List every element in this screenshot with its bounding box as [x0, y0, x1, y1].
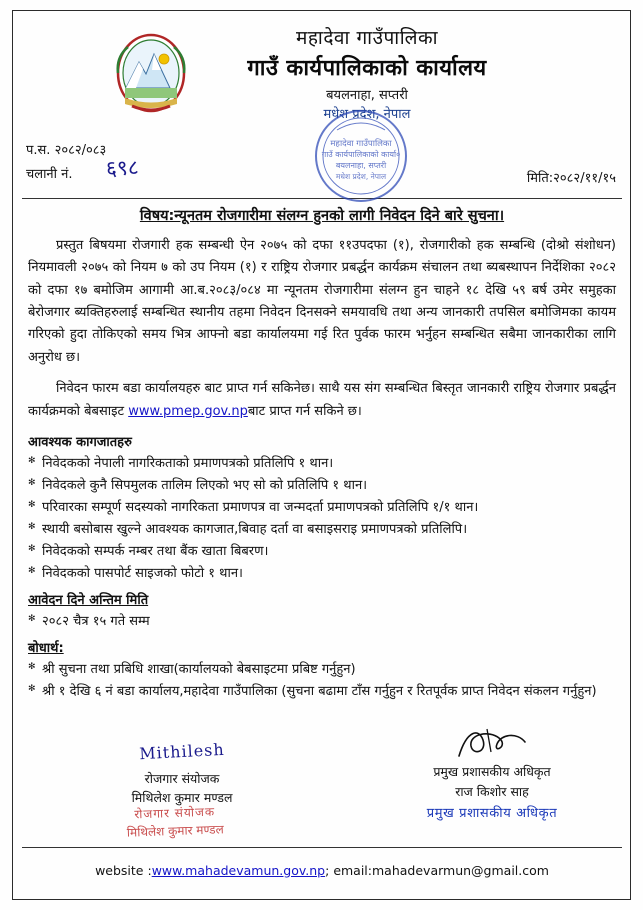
deadline-title: आवेदन दिने अन्तिम मिति [28, 593, 149, 609]
svg-text:मधेश प्रदेश, नेपाल: मधेश प्रदेश, नेपाल [335, 172, 387, 181]
cao-stamp: प्रमुख प्रशासकीय अधिकृत [426, 806, 558, 822]
svg-text:बयलनाहा, सप्तरी: बयलनाहा, सप्तरी [335, 161, 387, 170]
signatory-name-left: मिथिलेश कुमार मण्डल [131, 790, 233, 806]
website-link[interactable]: www.mahadevamun.gov.np [151, 863, 326, 878]
paragraph-2 [28, 378, 616, 423]
stamp-line-1: रोजगार संयोजक [134, 804, 216, 822]
signatory-title-right: प्रमुख प्रशासकीय अधिकृत [433, 764, 551, 780]
email-value: mahadevarmun@gmail.com [372, 863, 549, 878]
required-documents-title: आवश्यक कागजातहरु [28, 434, 132, 450]
patra-sankhya: प.स. २०८२/०८३ [26, 143, 107, 158]
note-list [22, 659, 622, 702]
reference-block [22, 140, 622, 196]
signature-area [22, 716, 622, 840]
date-label: मिति: [526, 171, 554, 186]
signature-right [382, 726, 602, 824]
list-item: ✻ स्थायी बसोबास खुल्ने आवश्यक कागजात,बिवाह दर्ता वा बसाइसराइ प्रमाणपत्रको प्रतिलिपि। [28, 519, 616, 540]
note-title: बोधार्थ: [28, 641, 64, 657]
list-item: ✻ २०८२ चैत्र १५ गते सम्म [28, 611, 616, 632]
stamp-line-2: मिथिलेश कुमार मण्डल [126, 822, 224, 840]
svg-text:गाउँ कार्यपालिकाको कार्या०: गाउँ कार्यपालिकाको कार्या० [321, 150, 401, 159]
employment-coordinator-stamp [79, 801, 270, 844]
chalani-label: चलानी नं. [26, 167, 73, 182]
chalani-number: ६९८ [105, 155, 140, 181]
handwritten-signature-icon [382, 726, 602, 760]
website-label: website : [95, 863, 152, 878]
handwritten-signature-icon: Mithilesh [138, 740, 226, 764]
footer-contact [22, 863, 622, 878]
nepal-municipality-emblem-icon [112, 32, 190, 114]
signatory-name-right: राज किशोर साह [455, 783, 529, 799]
org-line-3: बयलनाहा, सप्तरी [326, 88, 408, 103]
svg-text:महादेवा गाउँपालिका: महादेवा गाउँपालिका [330, 139, 392, 149]
list-item: ✻ निवेदकले कुनै सिपमुलक तालिम लिएको भए सो को प्रतिलिपि १ थान। [28, 475, 616, 496]
document-body [22, 235, 622, 423]
list-item: ✻ निवेदकको पासपोर्ट साइजको फोटो १ थान। [28, 563, 616, 584]
signatory-title-left: रोजगार संयोजक [144, 771, 220, 787]
list-item: ✻ श्री सुचना तथा प्रबिधि शाखा(कार्यालयको बेबसाइटमा प्रबिष्ट गर्नुहुन) [28, 659, 616, 680]
list-item: ✻ निवेदकको नेपाली नागरिकताको प्रमाणपत्रको प्रतिलिपि १ थान। [28, 453, 616, 474]
footer-divider [22, 847, 622, 848]
org-line-4: मधेश प्रदेश, नेपाल [323, 107, 411, 122]
subject-line: विषय:न्यूनतम रोजगारीमा संलग्न हुनको लागी निवेदन दिने बारे सुचना। [139, 208, 505, 224]
email-label: email: [333, 863, 372, 878]
org-line-1: महादेवा गाउँपालिका [295, 27, 439, 49]
document-date [527, 168, 616, 186]
required-documents-list [22, 453, 622, 584]
deadline-list [22, 611, 622, 632]
paragraph-2-part-a: निवेदन फारम बडा कार्यालयहरु बाट प्राप्त गर्न सकिनेछ। साथै यस संग सम्बन्धित बिस्तृत जानकारी राष्ट्रिय रोजगार प्रबर्द्धन कार्यक्रमको बेबसाइट [28, 381, 616, 419]
list-item: ✻ निवेदकको सम्पर्क नम्बर तथा बैंक खाता बिबरण। [28, 541, 616, 562]
date-value: २०८२/११/१५ [553, 171, 616, 186]
signature-left [82, 740, 282, 808]
list-item: ✻ परिवारका सम्पूर्ण सदस्यको नागरिकता प्रमाणपत्र वा जन्मदर्ता प्रमाणपत्रको प्रतिलिपि १/१ थान। [28, 497, 616, 518]
paragraph-1: प्रस्तुत बिषयमा रोजगारी हक सम्बन्धी ऐन २०७५ को दफा ११उपदफा (१), रोजगारीको हक सम्बन्धि (दोश्रो संशोधन) नियमावली २०७५ को नियम ७ को उप नियम (१) र राष्ट्रिय रोजगार प्रबर्द्धन कार्यक्रम संचालन तथा ब्यबस्थापन निर्देशिका २०८२ को दफा १७ बमोजिम आगामी आ.ब.२०८३/०८४ मा न्यूनतम रोजगारीमा संलग्न हुन चाहने १८ देखि ५९ बर्ष उमेर समुहका बेरोजगार ब्यक्तिहरुलाई सम्बन्धित स्थानीय तहमा निवेदन दिनसक्ने समयावधि तथा अन्य जानकारी तपसिल बमोजिमका कायम गरिएको हुदा तोकिएको समय भित्र आफ्नो बडा कार्यालयमा गई रित पुर्वक फारम भर्नुहन सम्बन्धित सबैमा जानकारीका लागि अनुरोध छ। [28, 238, 616, 365]
org-line-2: गाउँ कार्यपालिकाको कार्यालय [247, 56, 487, 81]
paragraph-2-part-b: बाट प्राप्त गर्न सकिने छ। [247, 403, 362, 419]
footer-separator: ; [325, 863, 334, 878]
list-item: ✻ श्री १ देखि ६ नं बडा कार्यालय,महादेवा गाउँपालिका (सुचना बढामा टाँस गर्नुहुन र रितपूर्वक प्राप्त निवेदन संकलन गर्नुहुन) [28, 681, 616, 702]
pmep-website-link[interactable]: www.pmep.gov.np [128, 403, 248, 419]
